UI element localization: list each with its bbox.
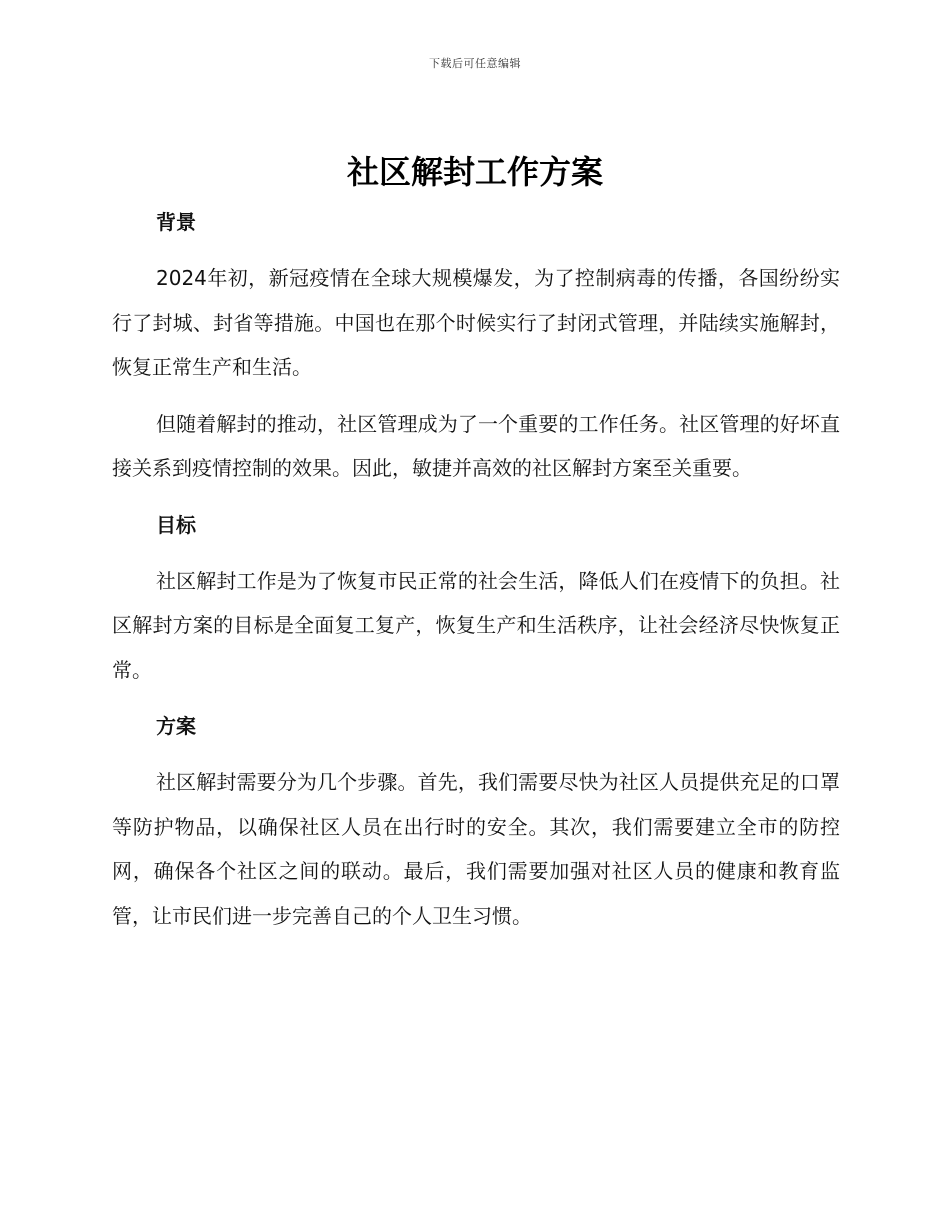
document-title: 社区解封工作方案 (346, 153, 603, 191)
section-background (112, 200, 840, 491)
paragraph: 社区解封需要分为几个步骤。首先，我们需要尽快为社区人员提供充足的口罩等防护物品，以确保社区人员在出行时的安全。其次，我们需要建立全市的防控网，确保各个社区之间的联动。最后，我们需要加强对社区人员的健康和教育监管，让市民们进一步完善自己的个人卫生习惯。 (112, 770, 840, 928)
section-plan (112, 704, 840, 938)
section-goal (112, 503, 840, 693)
paragraph: 但随着解封的推动，社区管理成为了一个重要的工作任务。社区管理的好坏直接关系到疫情控制的效果。因此，敏捷并高效的社区解封方案至关重要。 (112, 411, 840, 480)
paragraph: 社区解封工作是为了恢复市民正常的社会生活，降低人们在疫情下的负担。社区解封方案的目标是全面复工复产，恢复生产和生活秩序，让社会经济尽快恢复正常。 (112, 568, 840, 682)
section-heading-plan: 方案 (156, 714, 196, 738)
document-body (112, 200, 840, 938)
section-heading-background: 背景 (156, 210, 196, 234)
paragraph: 2024年初，新冠疫情在全球大规模爆发，为了控制病毒的传播，各国纷纷实行了封城、封省等措施。中国也在那个时候实行了封闭式管理，并陆续实施解封，恢复正常生产和生活。 (112, 266, 840, 379)
section-heading-goal: 目标 (156, 512, 196, 537)
header-note: 下载后可任意编辑 (429, 57, 521, 70)
